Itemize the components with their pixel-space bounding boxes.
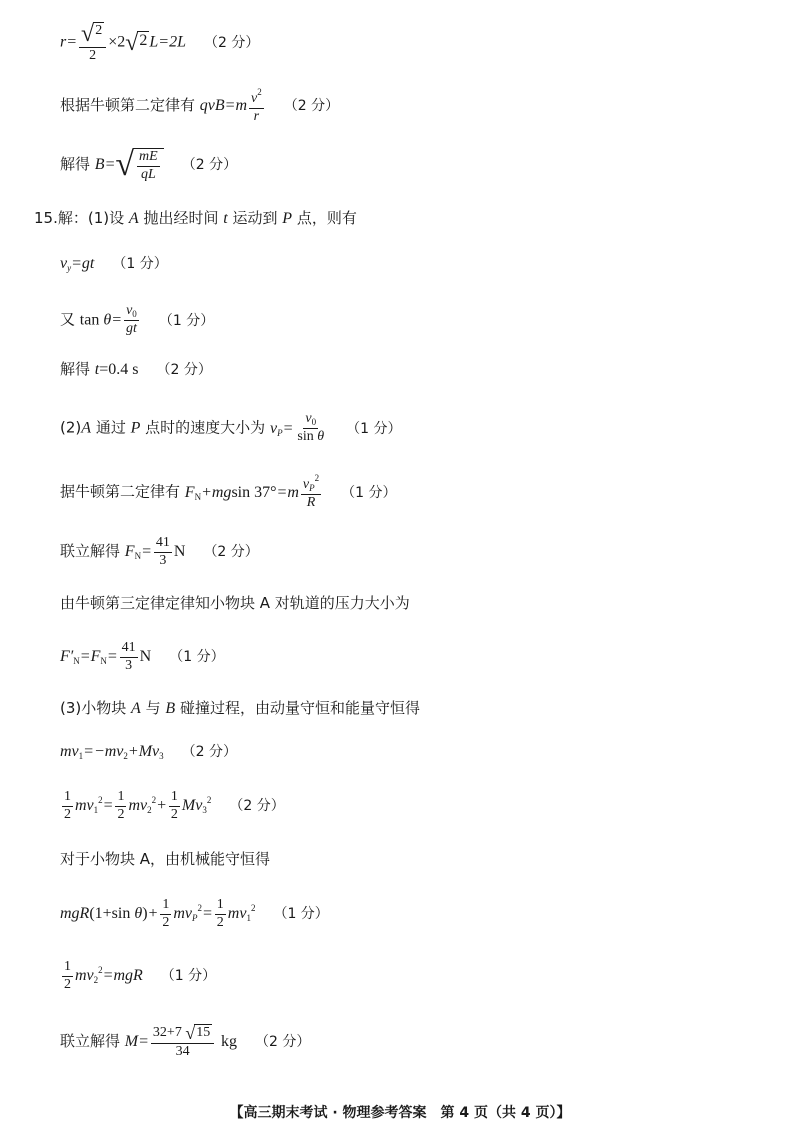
eq-b-field: 解得 B= √ $\frac{mE}{qL}$ （2 分） (60, 146, 238, 183)
eq-tan-theta: 又 tan θ= $\frac{v_0}{gt}$ （1 分） (60, 303, 215, 337)
energy-sentence: 对于小物块 A，由机械能守恒得 (60, 850, 271, 868)
eq-mass: 联立解得 M= 32+7 √ 15 34 kg （2 分） (60, 1023, 311, 1059)
eq-mechanical-energy: mgR(1+sin θ)+ $\frac{1}{2}$ $mv_P^2=$ $\frac{1}{2}$ $mv_1^2$ （1 分） (60, 897, 329, 930)
page-footer: 【高三期末考试 · 物理参考答案 第 4 页（共 4 页）】 (229, 1105, 571, 1121)
question-15-heading: 15.解：(1)设 A 抛出经时间 t 运动到 P 点，则有 (34, 209, 357, 227)
eq-newton-second: 根据牛顿第二定律有 qvB=m $\frac{v^2}{r}$ （2 分） (60, 87, 340, 124)
eq-momentum: $mv_1=-mv_2+Mv_3$ （2 分） (60, 743, 237, 761)
part3-heading: (3)小物块 A 与 B 碰撞过程，由动量守恒和能量守恒得 (60, 699, 420, 717)
eq-fn-value: 联立解得 $F_N=$ $\frac{41}{3}$ N （2 分） (60, 535, 259, 568)
score: （2 分） (204, 34, 260, 51)
eq-radius: r= √ 2 2 ×2 √ 2 L=2L （2 分） (60, 21, 260, 63)
eq-pressure: $F'_N=F_N=$ $\frac{41}{3}$ N （1 分） (60, 640, 225, 673)
eq-energy: $\frac{1}{2}$ $mv_1^2=$ $\frac{1}{2}$ $mv_2^2+$ $\frac{1}{2}$ $Mv_3^2$ （2 分） (64, 789, 285, 822)
eq-normal-force: 据牛顿第二定律有 $F_N+mgsin$ 37°=m $\frac{v_P^2}{R}$ （1 分） (60, 473, 397, 511)
eq-vp: (2)A 通过 P 点时的速度大小为 $v_P=$ $\frac{v_0}{\text{sin θ}}$ （1 分） (60, 411, 402, 445)
third-law-sentence: 由牛顿第三定律定律知小物块 A 对轨道的压力大小为 (60, 594, 410, 612)
eq-vy: $v_y=gt$ （1 分） (60, 255, 168, 273)
eq-height: $\frac{1}{2}$ $mv_2^2=mgR$ （1 分） (64, 959, 217, 992)
eq-time: 解得 t=0.4 s （2 分） (60, 360, 212, 378)
